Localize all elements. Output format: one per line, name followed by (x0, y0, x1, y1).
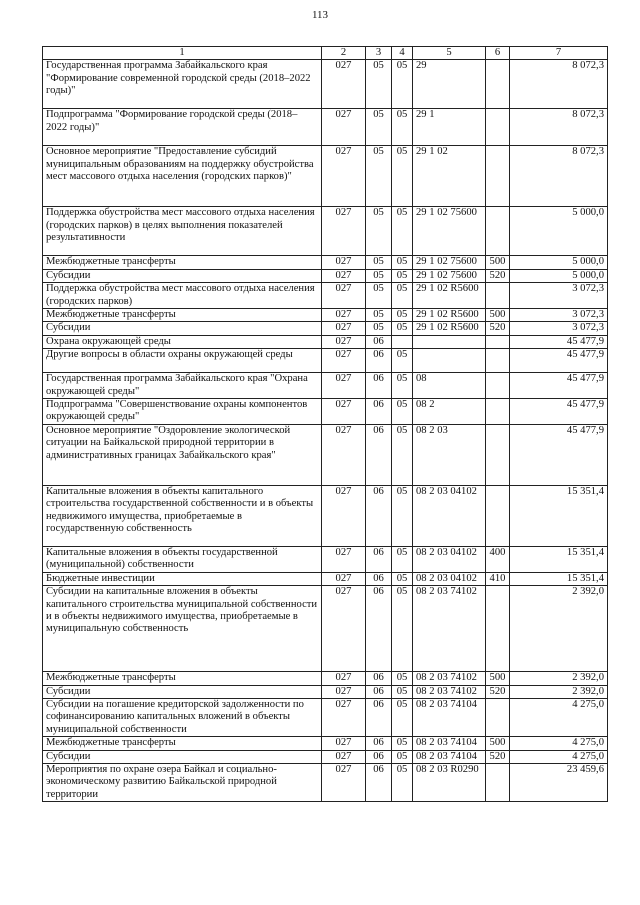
row-col-5: 08 (413, 373, 486, 399)
row-col-2: 027 (322, 349, 366, 373)
row-amount: 15 351,4 (510, 546, 608, 572)
row-col-4: 05 (392, 399, 413, 425)
row-col-2: 027 (322, 207, 366, 256)
row-col-4: 05 (392, 322, 413, 335)
row-name: Межбюджетные трансферты (43, 737, 322, 750)
table-row (43, 672, 608, 685)
table-row (43, 335, 608, 348)
row-col-2: 027 (322, 572, 366, 585)
row-col-4: 05 (392, 685, 413, 698)
row-col-3: 06 (366, 373, 392, 399)
row-name: Субсидии на погашение кредиторской задолженности по софинансированию капитальных вложений в объекты муниципальной собственности (43, 698, 322, 736)
row-amount: 45 477,9 (510, 424, 608, 485)
row-col-4: 05 (392, 373, 413, 399)
row-col-2: 027 (322, 322, 366, 335)
row-name: Поддержка обустройства мест массового отдыха населения (городских парков) в целях выполнения показателей результативности (43, 207, 322, 256)
row-col-6 (486, 349, 510, 373)
row-col-3: 06 (366, 750, 392, 763)
row-amount: 4 275,0 (510, 737, 608, 750)
row-amount: 2 392,0 (510, 685, 608, 698)
row-col-5: 08 2 03 74102 (413, 685, 486, 698)
row-col-2: 027 (322, 424, 366, 485)
table-row (43, 399, 608, 425)
row-col-5: 08 2 03 74102 (413, 586, 486, 672)
row-col-2: 027 (322, 256, 366, 269)
row-col-3: 06 (366, 763, 392, 801)
row-col-3: 05 (366, 207, 392, 256)
table-row (43, 283, 608, 309)
row-name: Государственная программа Забайкальского края "Формирование современной городской среды (2018–2022 годы)" (43, 60, 322, 109)
row-col-2: 027 (322, 283, 366, 309)
row-col-4: 05 (392, 672, 413, 685)
row-col-3: 05 (366, 146, 392, 207)
row-col-6 (486, 335, 510, 348)
row-name: Межбюджетные трансферты (43, 672, 322, 685)
row-name: Капитальные вложения в объекты государственной (муниципальной) собственности (43, 546, 322, 572)
row-name: Поддержка обустройства мест массового отдыха населения (городских парков) (43, 283, 322, 309)
table-row (43, 685, 608, 698)
table-row (43, 763, 608, 801)
row-col-3: 06 (366, 586, 392, 672)
row-col-3: 06 (366, 685, 392, 698)
row-col-3: 06 (366, 572, 392, 585)
row-col-2: 027 (322, 399, 366, 425)
row-amount: 8 072,3 (510, 60, 608, 109)
budget-table (42, 46, 608, 802)
row-amount: 5 000,0 (510, 256, 608, 269)
table-row (43, 322, 608, 335)
row-col-5: 29 1 02 R5600 (413, 322, 486, 335)
row-col-2: 027 (322, 335, 366, 348)
row-col-4: 05 (392, 60, 413, 109)
row-name: Субсидии (43, 685, 322, 698)
row-col-3: 06 (366, 737, 392, 750)
row-col-5: 29 1 02 75600 (413, 207, 486, 256)
row-col-3: 06 (366, 698, 392, 736)
row-amount: 45 477,9 (510, 399, 608, 425)
row-col-6: 500 (486, 737, 510, 750)
row-col-2: 027 (322, 672, 366, 685)
row-col-2: 027 (322, 586, 366, 672)
table-row (43, 698, 608, 736)
row-amount: 2 392,0 (510, 586, 608, 672)
row-amount: 5 000,0 (510, 207, 608, 256)
table-row (43, 109, 608, 146)
table-row (43, 373, 608, 399)
row-col-5: 08 2 03 (413, 424, 486, 485)
row-col-2: 027 (322, 737, 366, 750)
row-col-6: 500 (486, 309, 510, 322)
row-amount: 8 072,3 (510, 109, 608, 146)
row-col-6 (486, 399, 510, 425)
row-col-2: 027 (322, 60, 366, 109)
row-name: Субсидии на капитальные вложения в объекты капитального строительства муниципальной собственности и в объекты недвижимого имущества, приобретаемые в муниципальную собственность (43, 586, 322, 672)
row-amount: 23 459,6 (510, 763, 608, 801)
row-name: Субсидии (43, 269, 322, 282)
row-col-4: 05 (392, 572, 413, 585)
row-col-3: 06 (366, 485, 392, 546)
row-col-5: 29 1 02 (413, 146, 486, 207)
row-col-6: 500 (486, 256, 510, 269)
row-col-5: 08 2 03 74104 (413, 750, 486, 763)
row-col-5: 29 1 02 75600 (413, 256, 486, 269)
row-col-2: 027 (322, 698, 366, 736)
row-col-6 (486, 698, 510, 736)
row-col-3: 05 (366, 309, 392, 322)
row-name: Государственная программа Забайкальского края "Охрана окружающей среды" (43, 373, 322, 399)
row-col-4 (392, 335, 413, 348)
row-col-3: 06 (366, 399, 392, 425)
row-col-6: 520 (486, 685, 510, 698)
row-col-5: 29 1 (413, 109, 486, 146)
row-col-6 (486, 207, 510, 256)
row-amount: 45 477,9 (510, 335, 608, 348)
row-col-4: 05 (392, 256, 413, 269)
row-col-5: 29 1 02 R5600 (413, 309, 486, 322)
header-col-5: 5 (413, 47, 486, 60)
row-name: Другие вопросы в области охраны окружающей среды (43, 349, 322, 373)
table-row (43, 546, 608, 572)
row-name: Капитальные вложения в объекты капитального строительства государственной собственности и в объекты недвижимого имущества, приобретаемые в государственную собственность (43, 485, 322, 546)
row-col-3: 06 (366, 349, 392, 373)
row-amount: 45 477,9 (510, 373, 608, 399)
row-col-5: 29 (413, 60, 486, 109)
header-col-6: 6 (486, 47, 510, 60)
row-amount: 15 351,4 (510, 572, 608, 585)
row-col-4: 05 (392, 109, 413, 146)
row-col-5: 08 2 03 04102 (413, 546, 486, 572)
row-col-5: 08 2 03 04102 (413, 485, 486, 546)
row-col-6 (486, 373, 510, 399)
row-name: Подпрограмма "Формирование городской среды (2018–2022 годы)" (43, 109, 322, 146)
row-col-5: 08 2 (413, 399, 486, 425)
row-col-6: 500 (486, 672, 510, 685)
row-col-4: 05 (392, 349, 413, 373)
row-amount: 8 072,3 (510, 146, 608, 207)
row-amount: 4 275,0 (510, 750, 608, 763)
row-amount: 15 351,4 (510, 485, 608, 546)
row-col-6 (486, 586, 510, 672)
table-row (43, 424, 608, 485)
row-col-2: 027 (322, 546, 366, 572)
row-col-4: 05 (392, 269, 413, 282)
row-col-5: 08 2 03 74104 (413, 698, 486, 736)
row-col-3: 05 (366, 283, 392, 309)
header-col-7: 7 (510, 47, 608, 60)
row-amount: 45 477,9 (510, 349, 608, 373)
row-name: Основное мероприятие "Предоставление субсидий муниципальным образованиям на поддержку обустройства мест массового отдыха населения (городских парков)" (43, 146, 322, 207)
table-header-row (43, 47, 608, 60)
row-col-3: 05 (366, 269, 392, 282)
row-amount: 3 072,3 (510, 283, 608, 309)
row-name: Субсидии (43, 750, 322, 763)
row-col-4: 05 (392, 763, 413, 801)
row-col-3: 06 (366, 335, 392, 348)
row-amount: 3 072,3 (510, 322, 608, 335)
row-name: Подпрограмма "Совершенствование охраны компонентов окружающей среды" (43, 399, 322, 425)
row-col-4: 05 (392, 750, 413, 763)
row-amount: 3 072,3 (510, 309, 608, 322)
row-col-6: 520 (486, 322, 510, 335)
row-col-3: 05 (366, 322, 392, 335)
row-col-5: 08 2 03 R0290 (413, 763, 486, 801)
header-col-4: 4 (392, 47, 413, 60)
row-col-2: 027 (322, 373, 366, 399)
row-amount: 2 392,0 (510, 672, 608, 685)
table-row (43, 256, 608, 269)
row-amount: 5 000,0 (510, 269, 608, 282)
row-name: Охрана окружающей среды (43, 335, 322, 348)
row-col-6 (486, 283, 510, 309)
row-col-4: 05 (392, 586, 413, 672)
row-name: Межбюджетные трансферты (43, 309, 322, 322)
row-col-2: 027 (322, 309, 366, 322)
row-col-2: 027 (322, 146, 366, 207)
table-row (43, 349, 608, 373)
row-name: Мероприятия по охране озера Байкал и социально-экономическому развитию Байкальской природной территории (43, 763, 322, 801)
row-col-3: 05 (366, 60, 392, 109)
row-name: Бюджетные инвестиции (43, 572, 322, 585)
row-col-2: 027 (322, 750, 366, 763)
row-col-6: 400 (486, 546, 510, 572)
row-col-4: 05 (392, 146, 413, 207)
page-number: 113 (311, 9, 329, 21)
row-col-6 (486, 485, 510, 546)
row-col-4: 05 (392, 485, 413, 546)
row-col-6: 520 (486, 269, 510, 282)
row-col-3: 06 (366, 546, 392, 572)
row-col-2: 027 (322, 485, 366, 546)
header-col-2: 2 (322, 47, 366, 60)
row-col-4: 05 (392, 424, 413, 485)
table-row (43, 269, 608, 282)
row-col-4: 05 (392, 207, 413, 256)
table-row (43, 586, 608, 672)
row-col-6: 520 (486, 750, 510, 763)
row-col-5: 08 2 03 74102 (413, 672, 486, 685)
table-row (43, 309, 608, 322)
row-col-2: 027 (322, 109, 366, 146)
row-col-4: 05 (392, 309, 413, 322)
row-col-2: 027 (322, 763, 366, 801)
row-col-6 (486, 763, 510, 801)
row-col-4: 05 (392, 698, 413, 736)
row-col-5: 29 1 02 75600 (413, 269, 486, 282)
table-row (43, 485, 608, 546)
row-col-3: 06 (366, 424, 392, 485)
row-col-4: 05 (392, 546, 413, 572)
row-col-6 (486, 109, 510, 146)
row-col-6: 410 (486, 572, 510, 585)
table-row (43, 750, 608, 763)
row-col-3: 05 (366, 256, 392, 269)
row-name: Межбюджетные трансферты (43, 256, 322, 269)
table-row (43, 572, 608, 585)
row-col-5: 29 1 02 R5600 (413, 283, 486, 309)
table-row (43, 737, 608, 750)
table-row (43, 207, 608, 256)
header-col-3: 3 (366, 47, 392, 60)
row-col-4: 05 (392, 283, 413, 309)
row-col-6 (486, 424, 510, 485)
row-col-4: 05 (392, 737, 413, 750)
row-amount: 4 275,0 (510, 698, 608, 736)
row-col-2: 027 (322, 269, 366, 282)
row-col-3: 05 (366, 109, 392, 146)
row-col-3: 06 (366, 672, 392, 685)
row-col-5: 08 2 03 74104 (413, 737, 486, 750)
row-col-5 (413, 349, 486, 373)
row-name: Основное мероприятие "Оздоровление экологической ситуации на Байкальской природной территории в административных границах Забайкальского края" (43, 424, 322, 485)
row-col-5: 08 2 03 04102 (413, 572, 486, 585)
row-col-5 (413, 335, 486, 348)
row-col-2: 027 (322, 685, 366, 698)
row-col-6 (486, 146, 510, 207)
row-col-6 (486, 60, 510, 109)
table-row (43, 60, 608, 109)
table-row (43, 146, 608, 207)
header-col-1: 1 (43, 47, 322, 60)
row-name: Субсидии (43, 322, 322, 335)
